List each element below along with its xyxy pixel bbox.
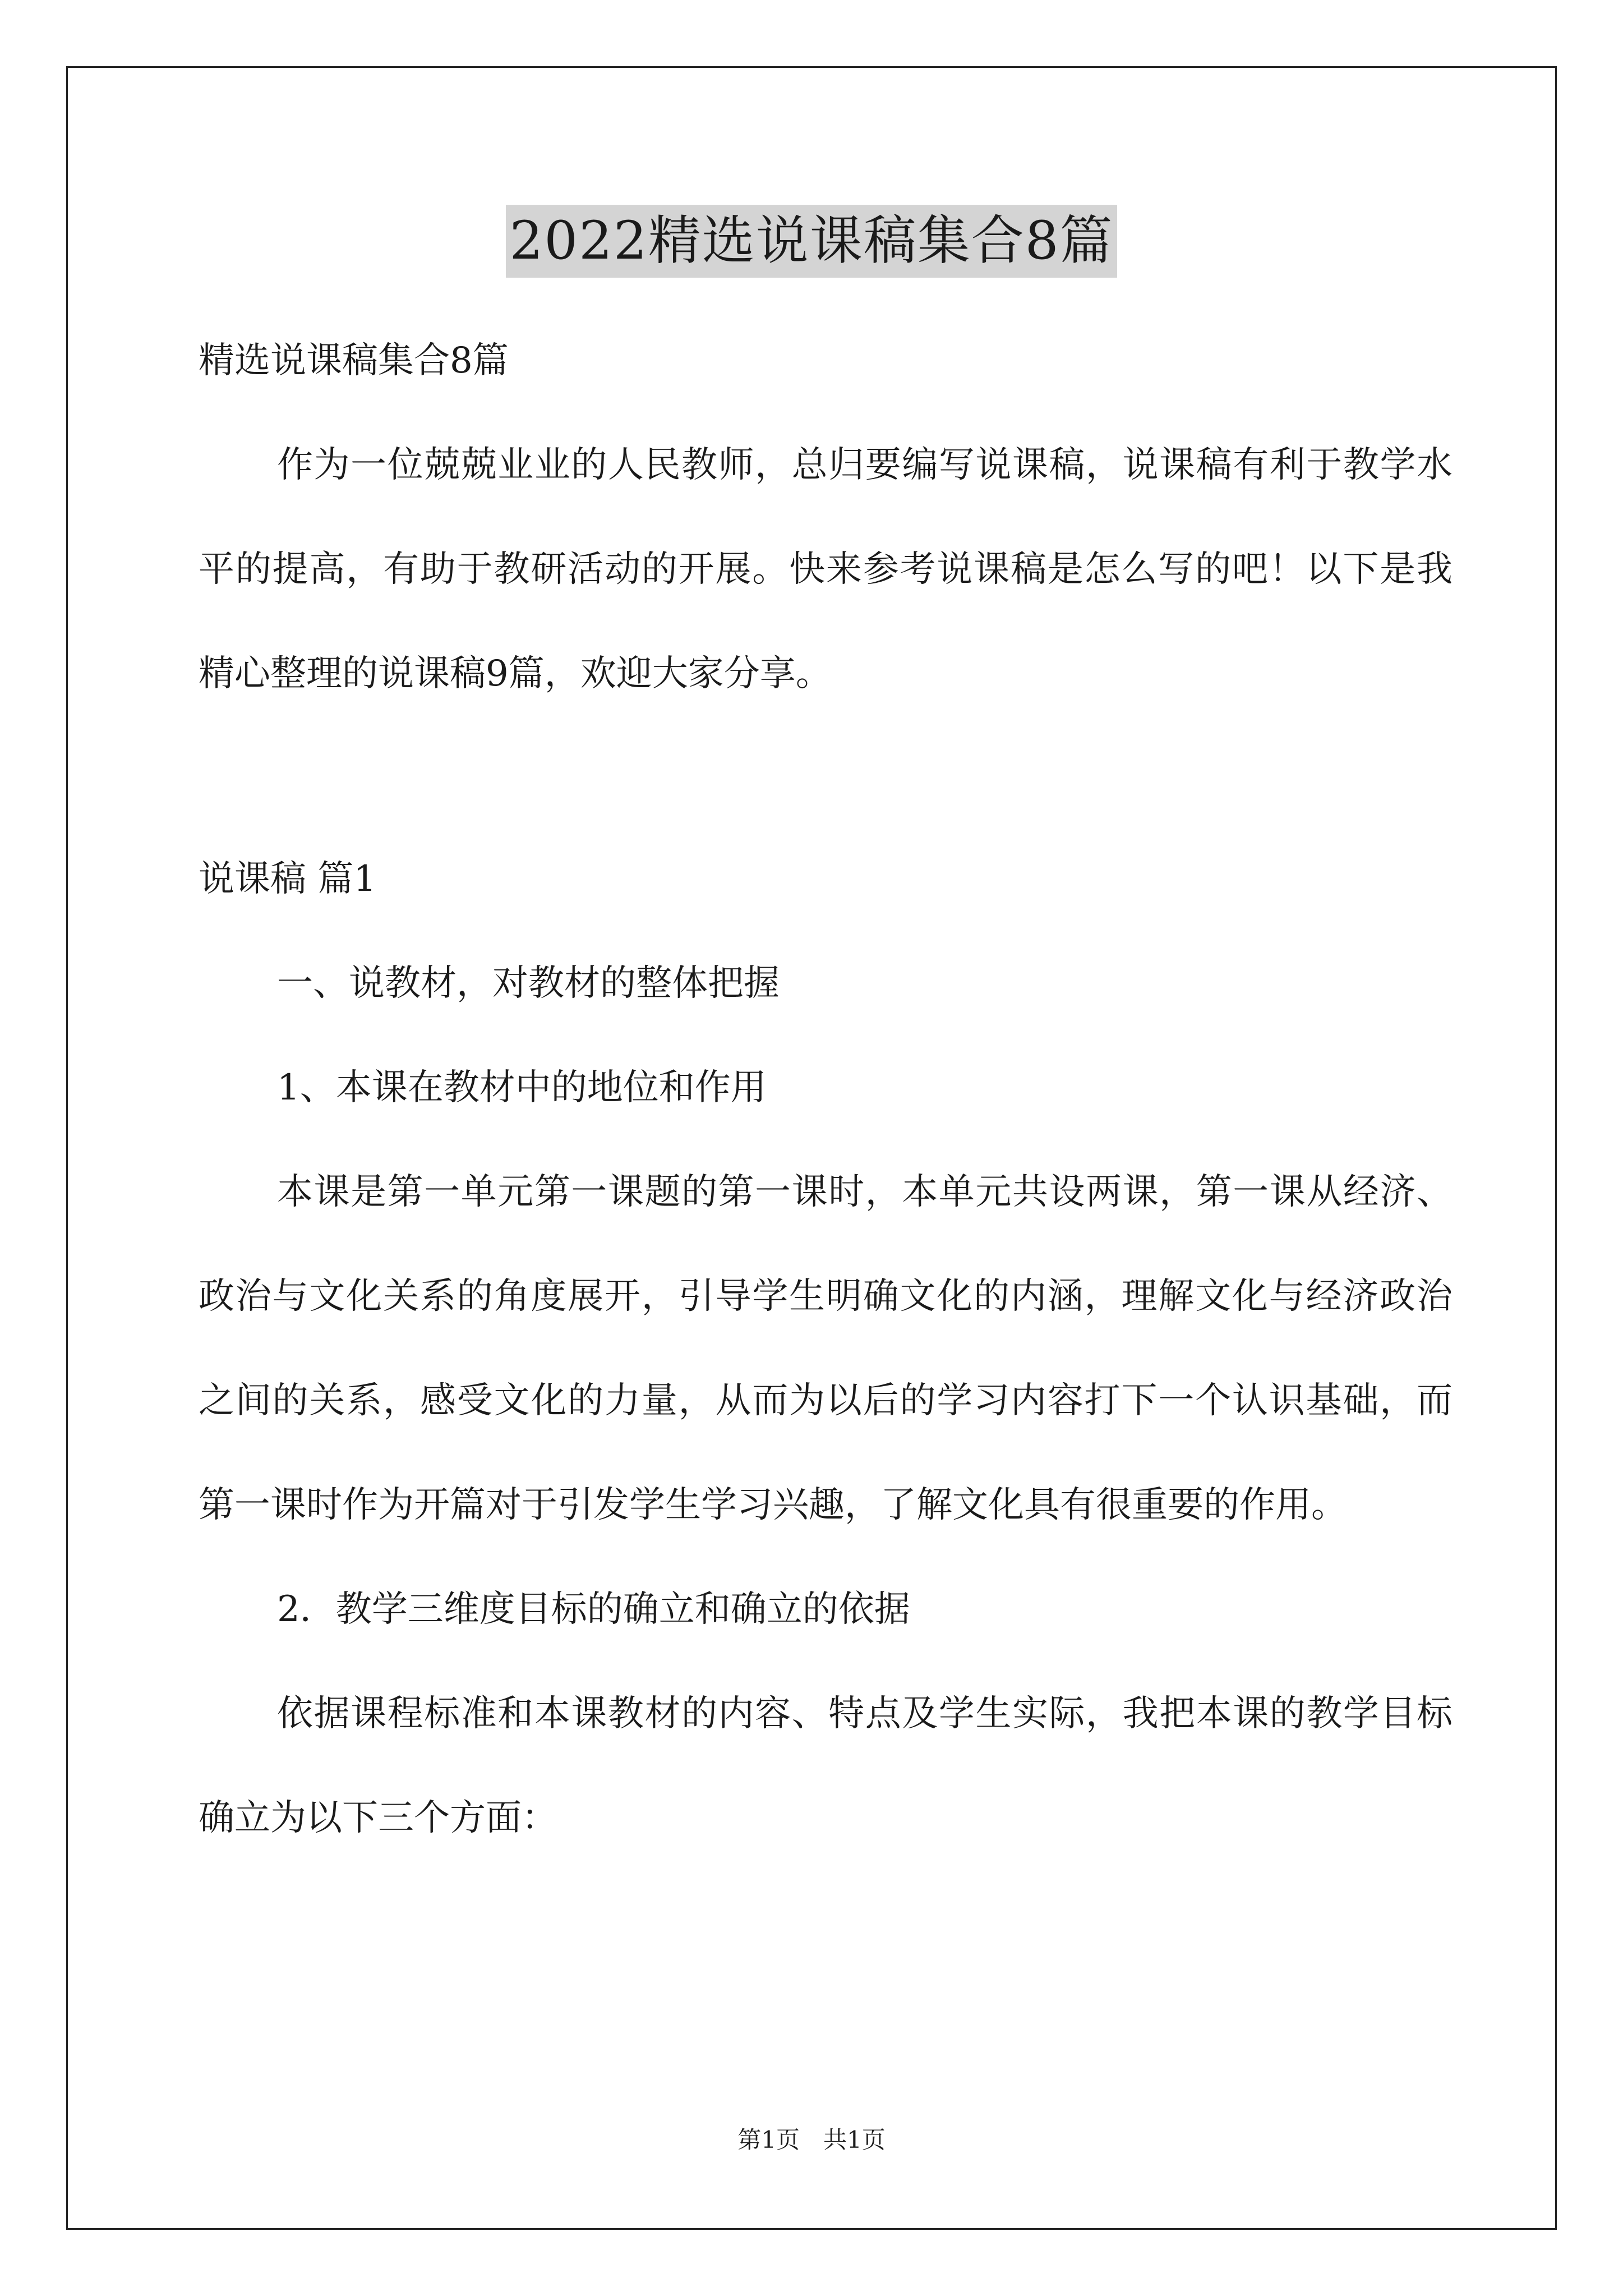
- intro-paragraph: 作为一位兢兢业业的人民教师，总归要编写说课稿，说课稿有利于教学水平的提高，有助于教研活动的开展。快来参考说课稿是怎么写的吧！以下是我精心整理的说课稿9篇，欢迎大家分享。: [199, 444, 1453, 694]
- heading-teaching-material: 一、说教材，对教材的整体把握: [277, 963, 780, 1004]
- section-heading: 说课稿 篇1: [199, 858, 377, 900]
- document-subtitle: 精选说课稿集合8篇: [199, 340, 509, 381]
- teaching-goals-paragraph: 依据课程标准和本课教材的内容、特点及学生实际，我把本课的教学目标确立为以下三个方面：: [199, 1693, 1453, 1839]
- lesson-position-paragraph: 本课是第一单元第一课题的第一课时，本单元共设两课，第一课从经济、政治与文化关系的角度展开，引导学生明确文化的内涵，理解文化与经济政治之间的关系，感受文化的力量，从而为以后的学习内容打下一个认识基础，而第一课时作为开篇对于引发学生学习兴趣，了解文化具有很重要的作用。: [199, 1171, 1453, 1526]
- section-spacer: [199, 726, 1453, 827]
- page-footer: 第1页 共1页: [737, 2126, 886, 2154]
- heading-teaching-goals: 2．教学三维度目标的确立和确立的依据: [277, 1589, 910, 1630]
- title-container: [0, 205, 1623, 278]
- heading-lesson-position: 1、本课在教材中的地位和作用: [277, 1067, 767, 1108]
- document-title: 2022精选说课稿集合8篇: [506, 205, 1117, 278]
- document-body: [199, 309, 1453, 1870]
